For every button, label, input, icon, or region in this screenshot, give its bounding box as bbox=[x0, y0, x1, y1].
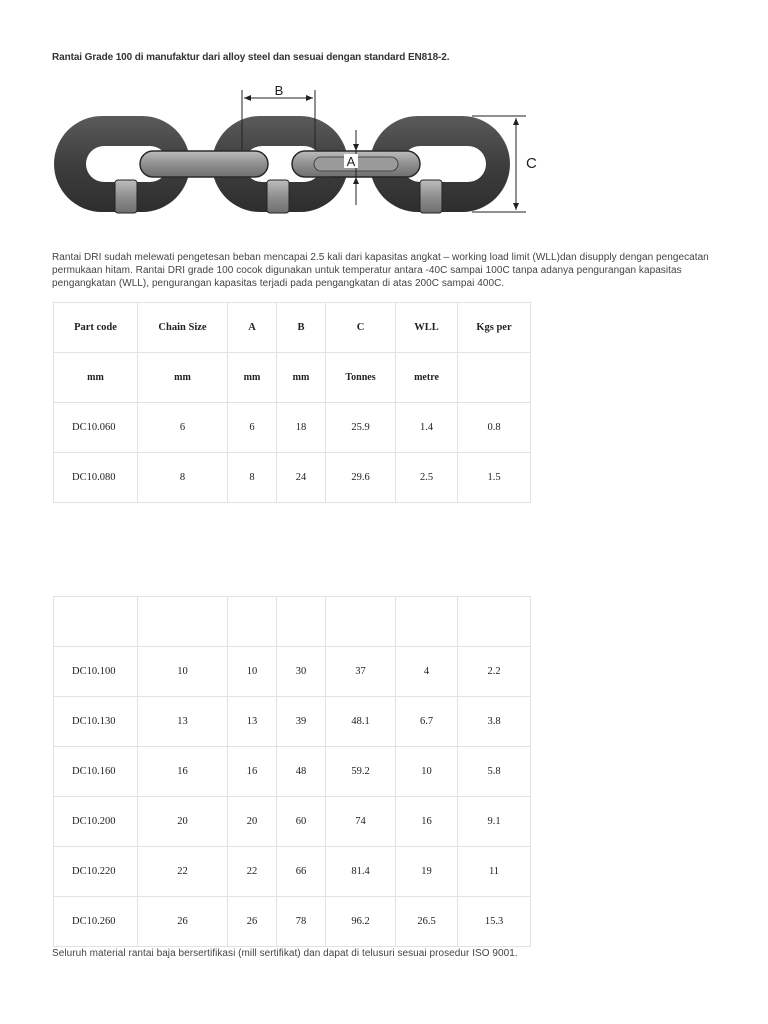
description-paragraph: Rantai DRI sudah melewati pengetesan beban mencapai 2.5 kali dari kapasitas angkat – working load limit (WLL)dan disupply dengan pengecatan permukaan hitam. Rantai DRI grade 100 cocok digunakan untuk temperatur antara -40C sampai 100C tanpa adanya pengurangan kapasitas pengangkatan (WLL), pengurangan kapasitas terjadi pada pengangkatan di atas 200C sampai 400C. bbox=[52, 252, 709, 289]
chain-connector-left bbox=[140, 151, 268, 177]
table-cell: 26.5 bbox=[396, 897, 458, 947]
table-row bbox=[54, 597, 531, 647]
table-row bbox=[54, 647, 531, 697]
header-cell: A bbox=[228, 303, 277, 353]
table-cell bbox=[326, 597, 396, 647]
label-b: B bbox=[274, 83, 284, 98]
table-row bbox=[54, 697, 531, 747]
table-cell bbox=[277, 597, 326, 647]
table-cell: 19 bbox=[396, 847, 458, 897]
table-row bbox=[54, 453, 531, 503]
table-cell: 30 bbox=[277, 647, 326, 697]
table-cell: 16 bbox=[396, 797, 458, 847]
table-cell: 0.8 bbox=[458, 403, 531, 453]
table-cell: 96.2 bbox=[326, 897, 396, 947]
table-cell: 16 bbox=[138, 747, 228, 797]
table-row bbox=[54, 747, 531, 797]
table-cell: 13 bbox=[138, 697, 228, 747]
table-cell: 22 bbox=[138, 847, 228, 897]
table-cell: 6 bbox=[228, 403, 277, 453]
table-row bbox=[54, 403, 531, 453]
unit-cell: mm bbox=[138, 353, 228, 403]
table-row bbox=[54, 797, 531, 847]
table-cell: 26 bbox=[138, 897, 228, 947]
unit-cell: mm bbox=[228, 353, 277, 403]
table-cell: 81.4 bbox=[326, 847, 396, 897]
table-cell: 37 bbox=[326, 647, 396, 697]
table-cell: 8 bbox=[138, 453, 228, 503]
table-cell bbox=[228, 597, 277, 647]
table-cell: 9.1 bbox=[458, 797, 531, 847]
header-cell: Kgs per bbox=[458, 303, 531, 353]
table-cell: 2.2 bbox=[458, 647, 531, 697]
header-cell: C bbox=[326, 303, 396, 353]
table-cell: 15.3 bbox=[458, 897, 531, 947]
label-a: A bbox=[346, 154, 356, 169]
table-cell: 13 bbox=[228, 697, 277, 747]
table-cell: 10 bbox=[138, 647, 228, 697]
table-cell: DC10.130 bbox=[54, 697, 138, 747]
table-row bbox=[54, 897, 531, 947]
table-cell: 1.4 bbox=[396, 403, 458, 453]
header-cell: Part code bbox=[54, 303, 138, 353]
table-row bbox=[54, 847, 531, 897]
table-cell: 59.2 bbox=[326, 747, 396, 797]
label-c: C bbox=[526, 155, 537, 172]
table-cell: 18 bbox=[277, 403, 326, 453]
table-cell: 16 bbox=[228, 747, 277, 797]
table-cell: 1.5 bbox=[458, 453, 531, 503]
unit-cell: Tonnes bbox=[326, 353, 396, 403]
table-header-row bbox=[54, 303, 531, 353]
chain-diagram bbox=[52, 80, 542, 220]
table-cell bbox=[138, 597, 228, 647]
table-cell: 39 bbox=[277, 697, 326, 747]
table-cell: DC10.220 bbox=[54, 847, 138, 897]
table-cell: 29.6 bbox=[326, 453, 396, 503]
unit-cell: mm bbox=[54, 353, 138, 403]
table-cell: 11 bbox=[458, 847, 531, 897]
table-cell: 8 bbox=[228, 453, 277, 503]
page-title: Rantai Grade 100 di manufaktur dari alloy steel dan sesuai dengan standard EN818-2. bbox=[52, 52, 450, 63]
table-cell: 2.5 bbox=[396, 453, 458, 503]
unit-cell: metre bbox=[396, 353, 458, 403]
table-cell: 66 bbox=[277, 847, 326, 897]
table-cell: 22 bbox=[228, 847, 277, 897]
table-cell: 20 bbox=[138, 797, 228, 847]
table-cell: DC10.200 bbox=[54, 797, 138, 847]
table-cell: 24 bbox=[277, 453, 326, 503]
table-cell: 5.8 bbox=[458, 747, 531, 797]
table-cell: 3.8 bbox=[458, 697, 531, 747]
table-cell: 4 bbox=[396, 647, 458, 697]
table-cell: DC10.100 bbox=[54, 647, 138, 697]
table-cell bbox=[458, 597, 531, 647]
table-cell: 10 bbox=[396, 747, 458, 797]
table-units-row bbox=[54, 353, 531, 403]
table-cell: 48.1 bbox=[326, 697, 396, 747]
header-cell: B bbox=[277, 303, 326, 353]
table-cell: DC10.060 bbox=[54, 403, 138, 453]
table-cell bbox=[396, 597, 458, 647]
table-cell: 20 bbox=[228, 797, 277, 847]
table-cell: 60 bbox=[277, 797, 326, 847]
table-cell: DC10.160 bbox=[54, 747, 138, 797]
table-cell: 48 bbox=[277, 747, 326, 797]
table-cell: 6 bbox=[138, 403, 228, 453]
table-cell bbox=[54, 597, 138, 647]
table-cell: 74 bbox=[326, 797, 396, 847]
spec-table-1 bbox=[53, 302, 531, 503]
footer-note: Seluruh material rantai baja bersertifikasi (mill sertifikat) dan dapat di telusuri sesuai prosedur ISO 9001. bbox=[52, 948, 518, 959]
unit-cell: mm bbox=[277, 353, 326, 403]
table-cell: 6.7 bbox=[396, 697, 458, 747]
table-cell: 10 bbox=[228, 647, 277, 697]
table-cell: 26 bbox=[228, 897, 277, 947]
table-cell: 25.9 bbox=[326, 403, 396, 453]
header-cell: Chain Size bbox=[138, 303, 228, 353]
header-cell: WLL bbox=[396, 303, 458, 353]
table-cell: DC10.080 bbox=[54, 453, 138, 503]
spec-table-2 bbox=[53, 596, 531, 947]
table-cell: DC10.260 bbox=[54, 897, 138, 947]
table-cell: 78 bbox=[277, 897, 326, 947]
unit-cell bbox=[458, 353, 531, 403]
